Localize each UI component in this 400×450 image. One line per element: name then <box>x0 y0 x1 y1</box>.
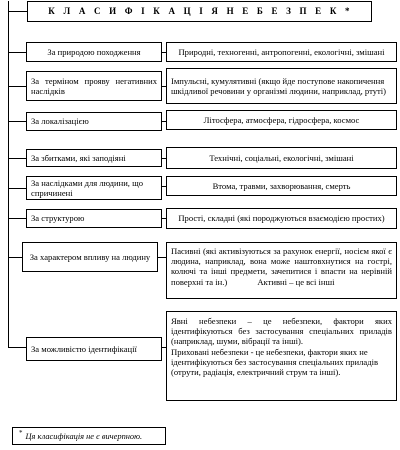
criterion-box <box>26 337 162 361</box>
criterion-label: За локалізацією <box>31 116 89 127</box>
value-box <box>166 110 397 130</box>
criterion-box <box>26 71 162 101</box>
value-label: Втома, травми, захворювання, смерть <box>212 180 351 191</box>
criterion-box <box>26 209 162 228</box>
value-text <box>171 316 392 377</box>
criterion-label: За наслідками для людини, що спричинені <box>31 177 144 198</box>
criterion-box <box>26 149 162 167</box>
criterion-label: За можливістю ідентифікації <box>31 343 137 354</box>
criterion-label: За характером впливу на людину <box>29 251 151 262</box>
connector-1 <box>8 52 26 53</box>
value-box <box>166 176 397 196</box>
value-label: Природні, техногенні, антропогенні, екологічні, змішані <box>178 46 385 57</box>
footnote-text: Ця класифікація не є вичерпною. <box>25 431 143 441</box>
value-line-explicit: Явні небезпеки – це небезпеки, фактори яких ідентифікуються без застосування спеціальних приладів (наприклад, шуми, вібрації та інші). <box>171 316 392 347</box>
value-label: Прості, складні (які породжуються взаємодією простих) <box>178 213 385 224</box>
value-box <box>166 68 397 104</box>
value-box <box>166 311 397 401</box>
connector-2 <box>8 86 26 87</box>
criterion-label: За збитками, які заподіяні <box>31 152 126 163</box>
link-7 <box>158 257 166 258</box>
criterion-box <box>22 242 158 272</box>
criterion-label: За терміном прояву негативних наслідків <box>31 75 157 96</box>
connector-3 <box>8 121 26 122</box>
footnote-mark: * <box>19 429 23 437</box>
trunk-top-connector <box>8 11 27 12</box>
criterion-box <box>26 42 162 62</box>
connector-5 <box>8 188 26 189</box>
value-box <box>166 147 397 169</box>
criterion-label: За структурою <box>31 213 85 224</box>
value-label: Літосфера, атмосфера, гідросфера, космос <box>203 114 360 125</box>
criterion-label: За природою походження <box>47 46 141 57</box>
value-label: Пасивні (які активізуються за рахунок енергії, носієм якої є людина, наприклад, вона може наштовхнутися на гострі, колючі та інші предмети, зачепитися і впасти на нерівній поверхні та ін.) Активні – це всі інші <box>171 246 395 287</box>
connector-6 <box>8 218 26 219</box>
value-line-hidden: Приховані небезпеки - це небезпеки, фактори яких не ідентифікуються без застосування спеціальних приладів (отрути, радіація, електричний струм та інші). <box>171 346 379 378</box>
value-label: Технічні, соціальні, екологічні, змішані <box>209 152 354 163</box>
criterion-box <box>26 176 162 200</box>
connector-8 <box>8 347 26 348</box>
footnote <box>12 427 166 445</box>
diagram-title: К Л А С И Ф І К А Ц І Я Н Е Б Е З П Е К * <box>27 1 372 22</box>
criterion-box <box>26 112 162 131</box>
value-label: Імпульсні, кумулятивні (якщо йде поступове накопичення шкідливої речовини у організмі людини, наприклад, ртуті) <box>171 75 387 96</box>
value-box <box>166 42 397 62</box>
value-box <box>166 242 397 299</box>
value-box <box>166 208 397 229</box>
connector-4 <box>8 158 26 159</box>
